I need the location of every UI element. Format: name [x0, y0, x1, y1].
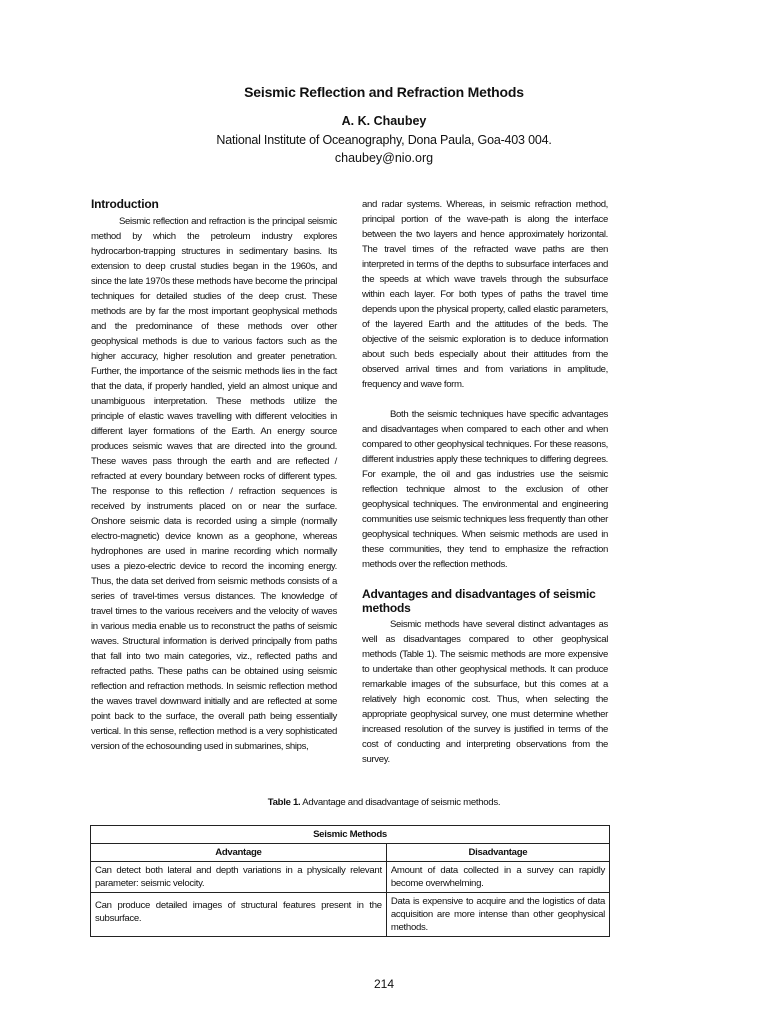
table-cell-advantage: Can produce detailed images of structural features present in the subsurface. — [91, 893, 387, 937]
section-heading-introduction: Introduction — [91, 197, 159, 211]
table-cell-advantage: Can detect both lateral and depth variations in a physically relevant parameter: seismic velocity. — [91, 862, 387, 893]
author-affiliation: National Institute of Oceanography, Dona Paula, Goa-403 004. — [216, 133, 552, 147]
column-header-advantage: Advantage — [91, 844, 387, 862]
paper-title: Seismic Reflection and Refraction Methods — [244, 84, 524, 100]
section-gap — [362, 572, 608, 587]
left-column — [91, 197, 337, 754]
table-row — [91, 862, 610, 893]
table-header-row — [91, 844, 610, 862]
seismic-methods-table — [90, 825, 610, 937]
advantages-paragraph: Seismic methods have several distinct advantages as well as disadvantages compared to other geophysical methods (Table 1). The seismic methods are more expensive to undertake than other geophysical methods. It can produce remarkable images of the subsurface, but this comes at a relatively high economic cost. Thus, when selecting the appropriate geophysical survey, one must determine whether increased resolution of the survey is justified in terms of the cost of conducting and interpreting observations from the survey. — [362, 619, 608, 765]
intro-paragraph: Seismic reflection and refraction is the principal seismic method by which the petroleum industry explores hydrocarbon-trapping structures in sedimentary basins. Its extension to deep crustal studies began in the 1960s, and since the late 1970s these methods have become the principal techniques for detailed studies of the deep crust. These methods are by far the most important geophysical methods and the predominance of these methods over other geophysical methods is due to various factors such as the higher accuracy, higher resolution and greater penetration. Further, the importance of the seismic methods lies in the fact that the data, if properly handled, yield an almost unique and unambiguous interpretation. These methods utilize the principle of elastic waves travelling with different velocities in different layer formations of the Earth. An energy source produces seismic waves that are directed into the ground. These waves pass through the earth and are reflected / refracted at every boundary between rocks of different types. The response to this reflection / refraction sequences is received by instruments placed on or near the surface. Onshore seismic data is recorded using a simple (normally electro-magnetic) device known as a geophone, whereas hydrophones are used in marine recording which normally uses a piezo-electric device to record the incoming energy. Thus, the data set derived from seismic methods consists of a series of travel-times versus distances. The knowledge of travel times to the various receivers and the velocity of waves in various media enable us to reconstruct the paths of seismic waves. Structural information is derived principally from paths that fall into two main categories, viz., reflected paths and refracted paths. These paths can be obtained using seismic reflection and refraction methods. In seismic reflection method the waves travel downward initially and are reflected at some point back to the surface, the overall path being essentially vertical. In this sense, reflection method is a very sophisticated version of the echosounding used in submarines, ships, — [91, 216, 337, 752]
table-caption — [0, 797, 768, 808]
section-heading-advantages: Advantages and disadvantages of seismic methods — [362, 587, 596, 615]
author-email: chaubey@nio.org — [334, 151, 434, 165]
table-cell-disadvantage: Amount of data collected in a survey can rapidly become overwhelming. — [386, 862, 609, 893]
table-cell-disadvantage: Data is expensive to acquire and the logistics of data acquisition are more intense than other geophysical methods. — [386, 893, 609, 937]
table-caption-text: Advantage and disadvantage of seismic methods. — [300, 797, 501, 808]
table-group-header-row — [91, 826, 610, 844]
paragraph-gap — [362, 392, 608, 407]
techniques-paragraph: Both the seismic techniques have specific advantages and disadvantages when compared to each other and when compared to other geophysical techniques. For these reasons, different industries apply these techniques to differing degrees. For example, the oil and gas industries use the seismic reflection technique almost to the exclusion of other geophysical techniques. The environmental and engineering communities use seismic techniques less frequently than other geophysical techniques. When seismic methods are used in these communities, they tend to emphasize the refraction methods over the reflection methods. — [362, 409, 608, 570]
continued-paragraph: and radar systems. Whereas, in seismic refraction method, principal portion of the wave-path is along the interface between the two layers and hence approximately horizontal. The travel times of the refracted wave paths are then interpreted in terms of the depths to subsurface interfaces and the speeds at which wave travels through the subsurface within each layer. For both types of paths the travel time depends upon the physical property, called elastic parameters, of the layered Earth and the attitudes of the beds. The objective of the seismic exploration is to deduce information about such beds especially about their attitudes from the observed arrival times and from variations in amplitude, frequency and wave form. — [362, 199, 608, 390]
table-group-header: Seismic Methods — [91, 826, 610, 844]
column-header-disadvantage: Disadvantage — [386, 844, 609, 862]
author-name: A. K. Chaubey — [341, 114, 427, 128]
page-number: 214 — [373, 977, 395, 991]
right-column — [362, 197, 608, 767]
table-row — [91, 893, 610, 937]
table-caption-label: Table 1. — [267, 797, 301, 808]
